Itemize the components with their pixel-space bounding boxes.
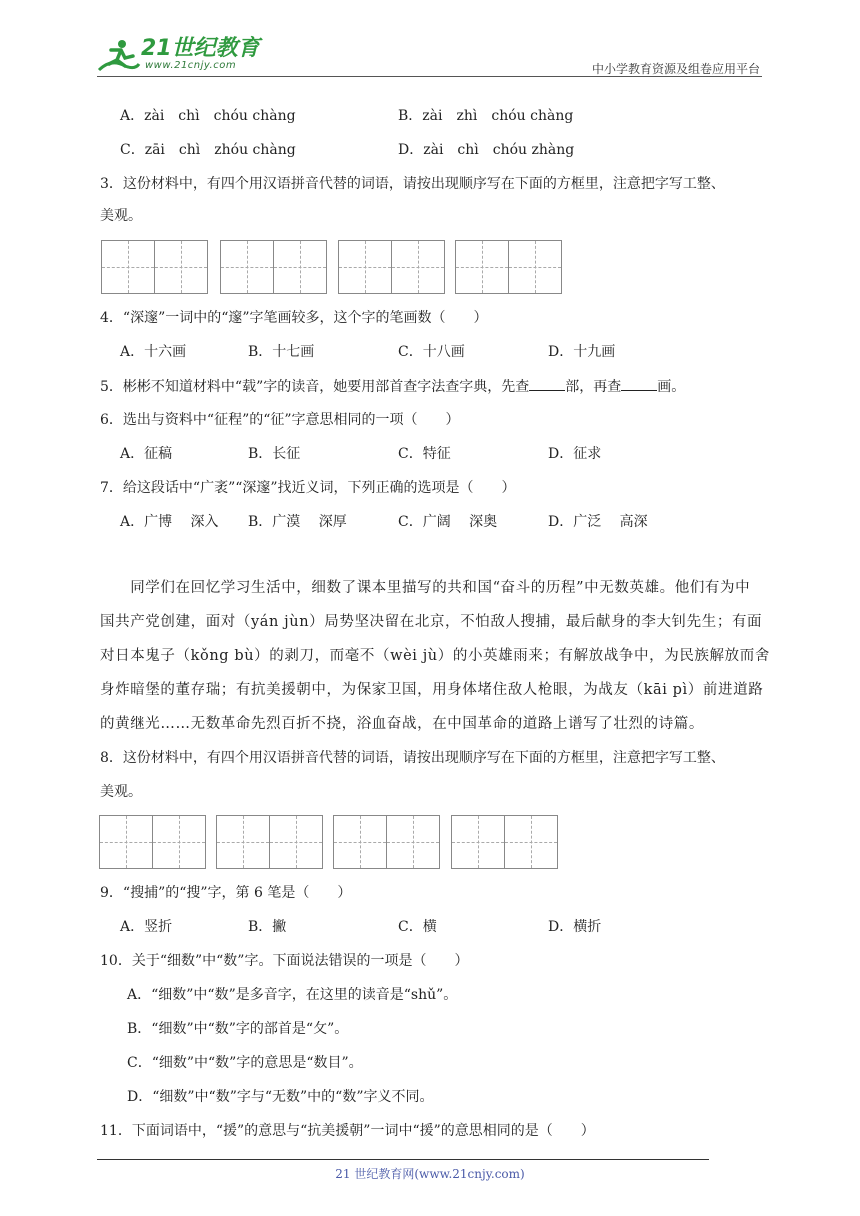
writing-grid-6[interactable]	[216, 815, 323, 869]
q2-option-c: C．zāi chì zhóu chàng	[120, 142, 296, 158]
passage-line-4: 身炸暗堡的董存瑞；有抗美援朝中，为保家卫国，用身体堵住敌人枪眼，为战友（kāi pì）前进道路	[100, 682, 764, 698]
q7-option-c: C．广阔 深奥	[398, 514, 498, 530]
q7-option-a: A．广博 深入	[120, 514, 219, 530]
q5-stem	[100, 376, 685, 397]
q7-option-b: B．广漠 深厚	[248, 514, 347, 530]
q6-stem: 6．选出与资料中“征程”的“征”字意思相同的一项（ ）	[100, 412, 460, 428]
passage-line-3: 对日本鬼子（kǒng bù）的剥刀，而毫不（wèi jù）的小英雄雨来；有解放战争中，为民族解放而舍	[100, 648, 770, 664]
q2-option-d: D．zài chì chóu zhàng	[398, 142, 575, 158]
q4-stem: 4．“深邃”一词中的“邃”字笔画较多，这个字的笔画数（ ）	[100, 310, 488, 326]
platform-name: 中小学教育资源及组卷应用平台	[591, 62, 760, 76]
q4-option-d: D．十九画	[548, 344, 616, 360]
passage-line-1: 同学们在回忆学习生活中，细数了课本里描写的共和国“奋斗的历程”中无数英雄。他们有为中	[100, 580, 751, 596]
q4-option-b: B．十七画	[248, 344, 315, 360]
q7-stem: 7．给这段话中“广袤”“深邃”找近义词，下列正确的选项是（ ）	[100, 480, 516, 496]
q9-option-c: C．横	[398, 919, 437, 935]
q2-option-b: B．zài zhì chóu chàng	[398, 108, 574, 124]
q5-text-2: 部，再查	[565, 379, 622, 395]
q6-option-a: A．征稿	[120, 446, 173, 462]
q5-text-3: 画。	[657, 379, 686, 395]
writing-grid-1[interactable]	[101, 240, 208, 294]
writing-grid-7[interactable]	[333, 815, 440, 869]
logo-url: www.21cnjy.com	[145, 60, 237, 71]
q10-option-a: A．“细数”中“数”是多音字，在这里的读音是“shǔ”。	[127, 987, 458, 1003]
logo-text: 21世纪教育	[141, 36, 260, 61]
q9-stem: 9．“搜捕”的“搜”字，第 6 笔是（ ）	[100, 885, 352, 901]
q5-text-1: 5．彬彬不知道材料中“载”字的读音，她要用部首查字法查字典，先查	[100, 379, 530, 395]
q10-stem: 10．关于“细数”中“数”字。下面说法错误的一项是（ ）	[100, 953, 469, 969]
passage-line-5: 的黄继光……无数革命先烈百折不挠，浴血奋战，在中国革命的道路上谱写了壮烈的诗篇。	[100, 716, 704, 732]
q6-option-b: B．长征	[248, 446, 301, 462]
q4-option-a: A．十六画	[120, 344, 187, 360]
writing-grid-4[interactable]	[455, 240, 562, 294]
q5-blank-radical[interactable]	[529, 376, 565, 391]
writing-grid-3[interactable]	[338, 240, 445, 294]
q10-option-b: B．“细数”中“数”字的部首是“攵”。	[127, 1021, 349, 1037]
q9-option-a: A．竖折	[120, 919, 173, 935]
writing-grid-2[interactable]	[220, 240, 327, 294]
q9-option-d: D．横折	[548, 919, 602, 935]
footer-divider	[97, 1159, 709, 1160]
footer-source: 21 世纪教育网(www.21cnjy.com)	[335, 1167, 525, 1181]
q11-stem: 11．下面词语中，“援”的意思与“抗美援朝”一词中“援”的意思相同的是（ ）	[100, 1123, 595, 1139]
writing-grid-5[interactable]	[99, 815, 206, 869]
q10-option-d: D．“细数”中“数”字与“无数”中的“数”字义不同。	[127, 1089, 434, 1105]
site-logo	[95, 36, 265, 76]
passage-line-2: 国共产党创建，面对（yán jùn）局势坚决留在北京，不怕敌人搜捕，最后献身的李大钊先生；有面	[100, 614, 763, 630]
q3-stem-line2: 美观。	[100, 208, 142, 224]
runner-icon	[95, 36, 141, 76]
q5-blank-strokes[interactable]	[621, 376, 657, 391]
q3-stem-line1: 3．这份材料中，有四个用汉语拼音代替的词语，请按出现顺序写在下面的方框里，注意把字写工整、	[100, 176, 725, 192]
q2-option-a: A．zài chì chóu chàng	[120, 108, 296, 124]
q9-option-b: B．撇	[248, 919, 287, 935]
q4-option-c: C．十八画	[398, 344, 465, 360]
q8-stem-line1: 8．这份材料中，有四个用汉语拼音代替的词语，请按出现顺序写在下面的方框里，注意把字写工整、	[100, 750, 725, 766]
q6-option-d: D．征求	[548, 446, 602, 462]
writing-grid-8[interactable]	[451, 815, 558, 869]
q7-option-d: D．广泛 高深	[548, 514, 648, 530]
q8-stem-line2: 美观。	[100, 784, 142, 800]
q10-option-c: C．“细数”中“数”字的意思是“数目”。	[127, 1055, 363, 1071]
q6-option-c: C．特征	[398, 446, 451, 462]
header-divider	[97, 76, 762, 77]
